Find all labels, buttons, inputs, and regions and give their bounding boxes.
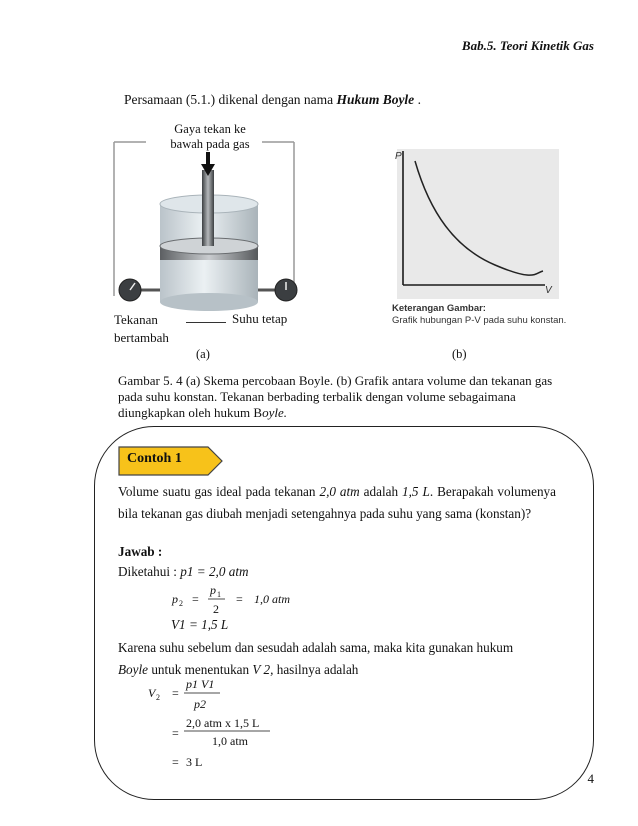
figure-b-label: (b) xyxy=(452,347,467,361)
graph-background xyxy=(397,149,559,299)
v2-calculation xyxy=(146,676,336,772)
given-v1: V1 = 1,5 L xyxy=(171,617,229,632)
pressure-label-line1: Tekanan xyxy=(114,312,158,327)
svg-text:2,0 atm x 1,5 L: 2,0 atm x 1,5 L xyxy=(186,716,260,730)
force-label-line2: bawah pada gas xyxy=(170,137,250,151)
svg-text:=: = xyxy=(172,726,179,740)
intro-text xyxy=(124,92,421,108)
label-divider xyxy=(186,322,226,323)
pressure-label xyxy=(114,311,169,347)
svg-text:2: 2 xyxy=(156,693,160,702)
svg-text:1,0 atm: 1,0 atm xyxy=(254,592,290,606)
p2-equation xyxy=(170,582,320,616)
given-line: Diketahui : p1 = 2,0 atm xyxy=(118,564,249,579)
example-tag-label: Contoh 1 xyxy=(127,451,182,466)
pressure-label-line2: bertambah xyxy=(114,330,169,345)
chapter-header: Bab.5. Teori Kinetik Gas xyxy=(461,38,594,53)
force-label-line1: Gaya tekan ke xyxy=(174,122,246,136)
graph-caption-text: Grafik hubungan P-V pada suhu konstan. xyxy=(392,315,567,326)
svg-text:2: 2 xyxy=(179,599,183,608)
piston-rod xyxy=(202,170,214,246)
given-p1: p1 = 2,0 atm xyxy=(180,564,249,579)
figure-caption xyxy=(118,373,588,421)
pv-graph-figure xyxy=(385,143,565,313)
svg-text:3 L: 3 L xyxy=(186,755,203,769)
svg-text:=: = xyxy=(236,592,243,606)
page-number: 4 xyxy=(587,771,594,786)
svg-text:p: p xyxy=(210,583,216,597)
caption-line3: diungkapkan oleh hukum Boyle. xyxy=(118,405,287,420)
q-pressure: 2,0 atm xyxy=(319,484,360,499)
frame-right-bracket xyxy=(262,142,294,296)
explanation-text: Karena suhu sebelum dan sesudah adalah sama, maka kita gunakan hukum Boyle untuk menentukan V 2, hasilnya adalah xyxy=(118,640,514,677)
svg-text:1: 1 xyxy=(217,590,221,599)
graph-caption-title: Keterangan Gambar: xyxy=(392,303,486,314)
example-question: Volume suatu gas ideal pada tekanan 2,0 atm adalah 1,5 L. Berapakah volumenya bila tekanan gas diubah menjadi setengahnya pada suhu yang sama (konstan)? xyxy=(118,484,556,521)
q-volume: 1,5 L xyxy=(402,484,430,499)
svg-text:=: = xyxy=(192,592,199,606)
figure-a-label: (a) xyxy=(196,347,210,361)
svg-text:2: 2 xyxy=(213,602,219,616)
caption-line2: pada suhu konstan. Tekanan berbading terbalik dengan volume sebagaimana xyxy=(118,389,516,404)
v-axis-label: V xyxy=(545,285,552,296)
answer-heading: Jawab : xyxy=(118,544,163,559)
cylinder-bottom xyxy=(160,293,258,311)
svg-text:p1 V1: p1 V1 xyxy=(186,677,215,691)
svg-text:p: p xyxy=(172,592,178,606)
frame-left-bracket xyxy=(114,142,146,296)
caption-line1: Gambar 5. 4 (a) Skema percobaan Boyle. (b) Grafik antara volume dan tekanan gas xyxy=(118,373,553,388)
hukum-boyle-term: Hukum Boyle xyxy=(336,92,415,107)
svg-text:V: V xyxy=(148,686,156,700)
force-label xyxy=(160,122,260,152)
svg-text:p2: p2 xyxy=(194,697,206,711)
intro-suffix: . xyxy=(414,92,421,107)
temperature-label: Suhu tetap xyxy=(232,311,288,326)
intro-prefix: Persamaan (5.1.) dikenal dengan nama xyxy=(124,92,337,107)
svg-text:=: = xyxy=(172,686,179,700)
svg-text:=: = xyxy=(172,755,179,769)
graph-caption xyxy=(392,303,566,327)
p-axis-label: P xyxy=(395,151,402,162)
svg-text:1,0 atm: 1,0 atm xyxy=(212,734,248,748)
